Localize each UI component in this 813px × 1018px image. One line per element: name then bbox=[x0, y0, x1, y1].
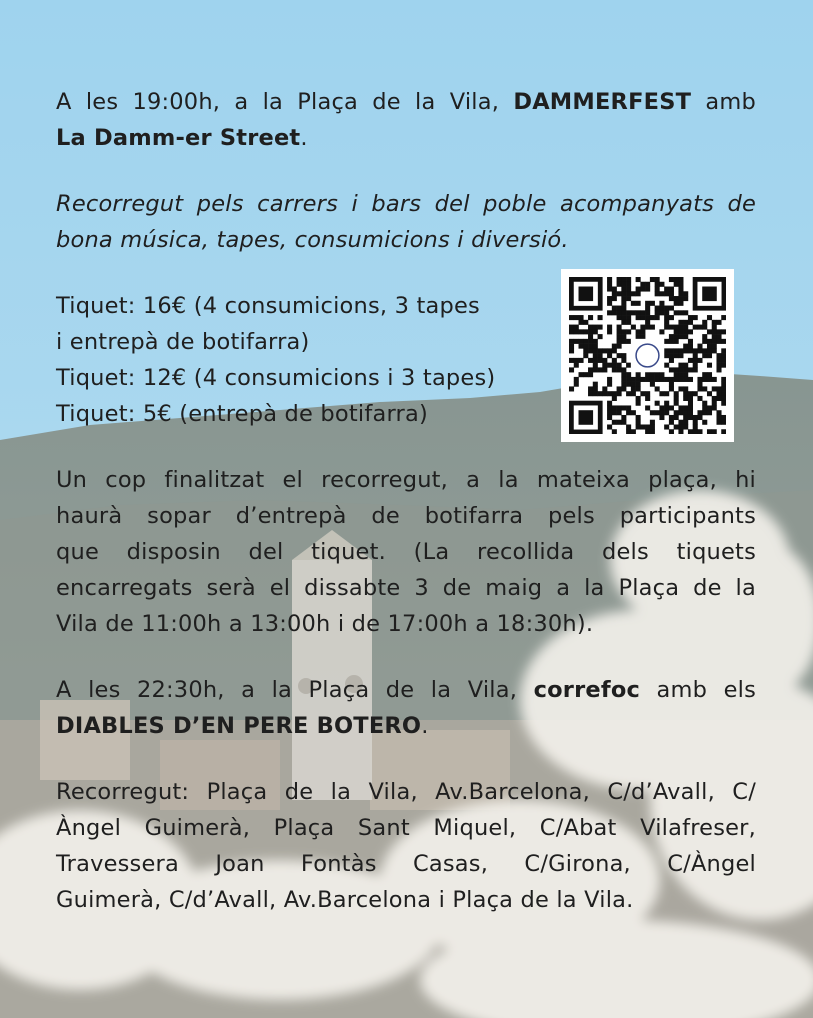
dinner-line: que disposin del tiquet. (La recollida dels tiquets bbox=[56, 539, 756, 565]
dinner-line: Vila de 11:00h a 13:00h i de 17:00h a 18:30h). bbox=[56, 611, 594, 637]
dammerfest-line2: La Damm-er Street. bbox=[56, 125, 308, 151]
dinner-line: encarregats serà el dissabte 3 de maig a la Plaça de la bbox=[56, 575, 756, 601]
route-desc-line1: Recorregut pels carrers i bars del poble acompanyats de bbox=[56, 191, 756, 217]
route-desc-line2: bona música, tapes, consumicions i diversió. bbox=[56, 227, 569, 253]
qr-code-image bbox=[569, 277, 726, 434]
ticket-item: Tiquet: 16€ (4 consumicions, 3 tapes bbox=[56, 293, 480, 319]
qr-code[interactable] bbox=[561, 269, 734, 442]
route-line: Recorregut: Plaça de la Vila, Av.Barcelona, C/d’Avall, C/ bbox=[56, 779, 756, 805]
ticket-item: i entrepà de botifarra) bbox=[56, 329, 310, 355]
dammerfest-line1: A les 19:00h, a la Plaça de la Vila, DAMMERFEST amb bbox=[56, 89, 756, 115]
correfoc-line1: A les 22:30h, a la Plaça de la Vila, correfoc amb els bbox=[56, 677, 756, 703]
dinner-line: Un cop finalitzat el recorregut, a la mateixa plaça, hi bbox=[56, 467, 756, 493]
route-line: Travessera Joan Fontàs Casas, C/Girona, C/Àngel bbox=[56, 851, 756, 877]
dinner-line: haurà sopar d’entrepà de botifarra pels participants bbox=[56, 503, 756, 529]
event-text bbox=[56, 84, 756, 918]
ticket-item: Tiquet: 12€ (4 consumicions i 3 tapes) bbox=[56, 365, 496, 391]
ticket-item: Tiquet: 5€ (entrepà de botifarra) bbox=[56, 401, 428, 427]
route-line: Àngel Guimerà, Plaça Sant Miquel, C/Abat Vilafreser, bbox=[56, 815, 756, 841]
route-line: Guimerà, C/d’Avall, Av.Barcelona i Plaça de la Vila. bbox=[56, 887, 634, 913]
correfoc-line2: DIABLES D’EN PERE BOTERO. bbox=[56, 713, 429, 739]
